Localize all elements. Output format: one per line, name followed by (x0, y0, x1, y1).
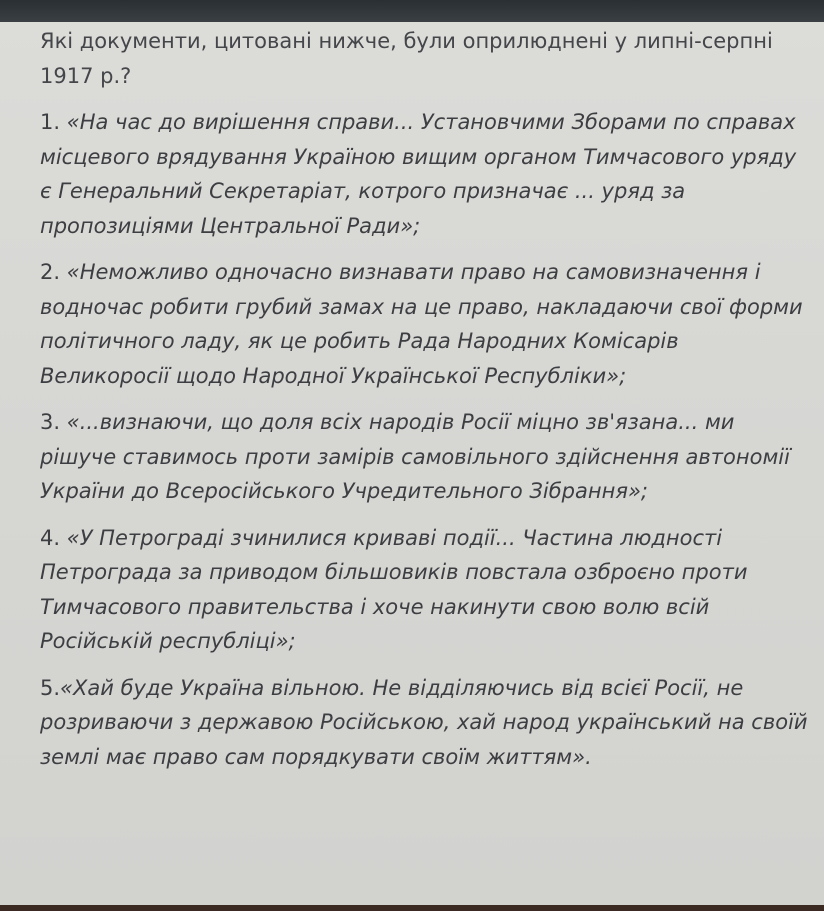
screen-top-edge (0, 0, 824, 22)
answer-option-4 (40, 521, 810, 659)
answer-option-5 (40, 671, 810, 775)
question-text: Які документи, цитовані нижче, були оприлюднені у липні-серпні 1917 р.? (40, 29, 773, 88)
option-number: 1. (40, 110, 61, 134)
option-number: 2. (40, 260, 61, 284)
answer-option-2 (40, 255, 810, 393)
option-number: 4. (40, 525, 61, 550)
question-block (40, 24, 810, 786)
answer-option-1 (40, 105, 810, 243)
option-text: «Неможливо одночасно визнавати право на самовизначення і водночас робити грубий замах на це право, накладаючи свої форми політичного ладу, як це робить Рада Народних Комісарів Великоросії щодо Народної Української Республіки»; (40, 260, 803, 388)
option-number: 5. (40, 675, 61, 700)
option-text: «Хай буде Україна вільною. Не відділяючись від всієї Росії, не розриваючи з державою Російською, хай народ український на своїй землі має право сам порядкувати своїм життям». (40, 675, 808, 769)
option-number: 3. (40, 410, 61, 434)
screen-bottom-edge (0, 905, 824, 911)
option-text: «На час до вирішення справи... Установчими Зборами по справах місцевого врядування Україною вищим органом Тимчасового уряду є Генеральний Секретаріат, котрого призначає ... уряд за пропозиціями Центральної Ради»; (40, 110, 797, 238)
answer-option-3 (40, 405, 810, 509)
option-text: «...визнаючи, що доля всіх народів Росії міцно зв'язана... ми рішуче ставимось проти замірів самовільного здійснення автономії України до Всеросійського Учредительного Зібрання»; (40, 410, 790, 503)
option-text: «У Петрограді зчинилися криваві події... Частина людності Петрограда за приводом більшовиків повстала озброєно проти Тимчасового правительства і хоче накинути свою волю всій Російській республіці»; (40, 525, 748, 653)
